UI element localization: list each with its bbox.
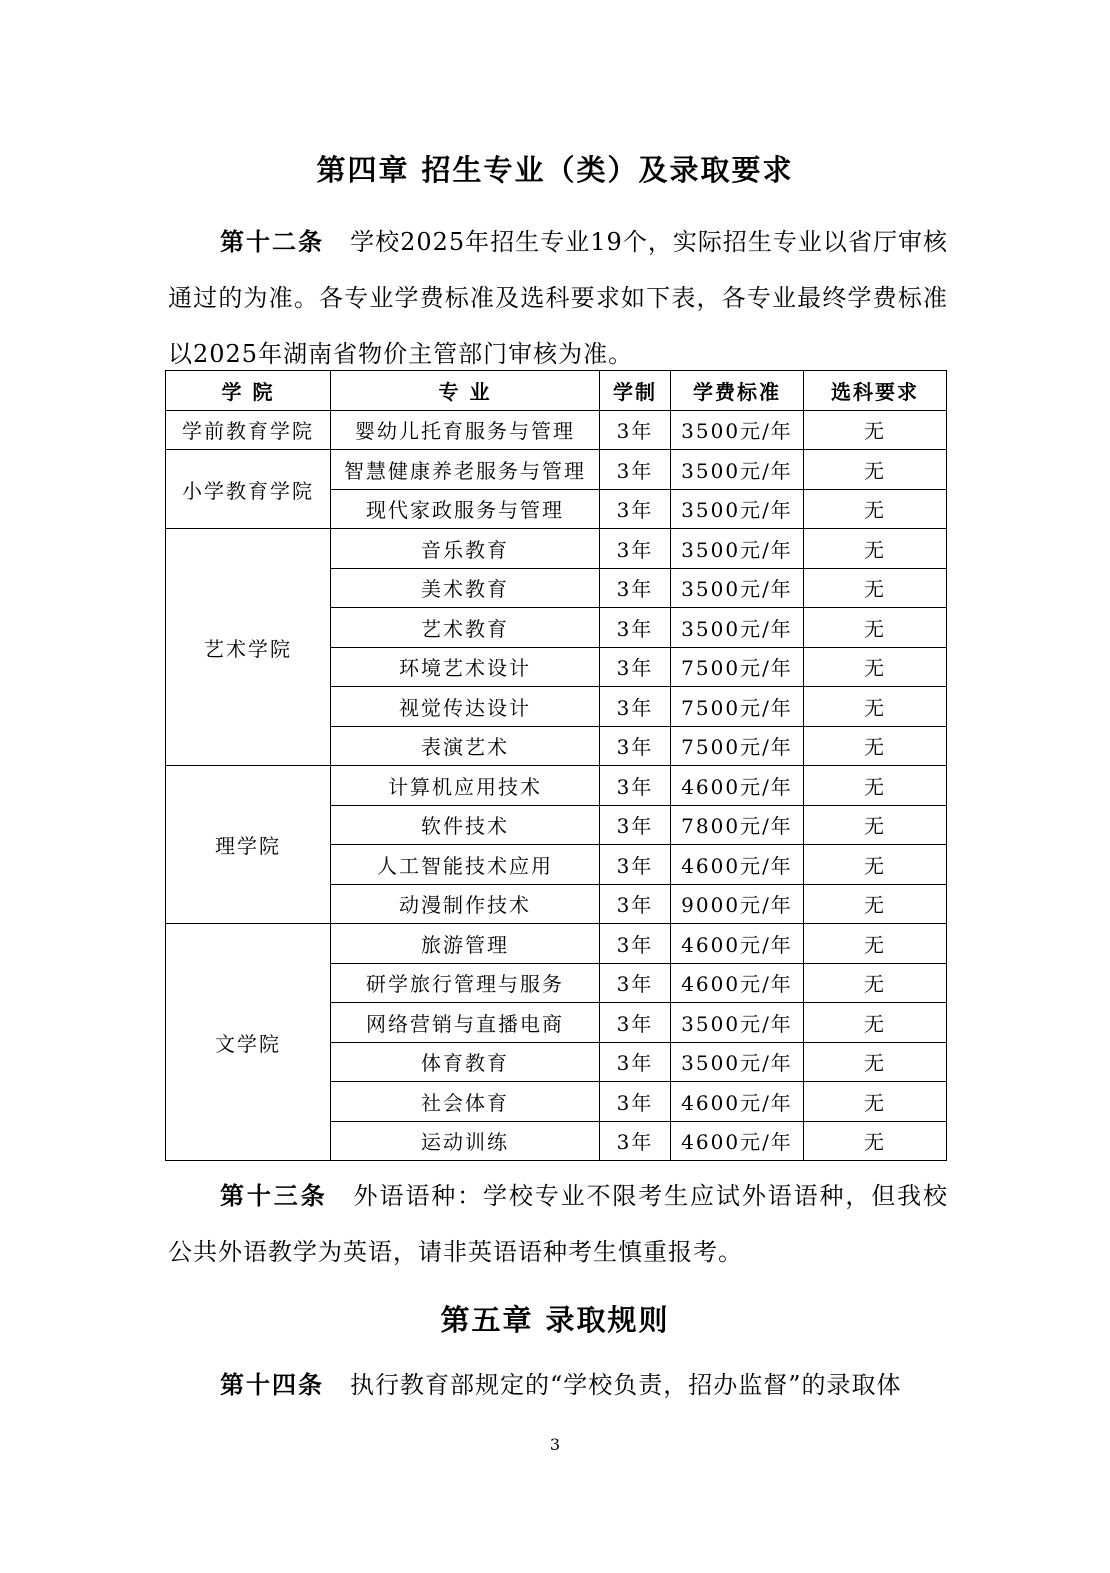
table-row <box>166 410 947 450</box>
duration-cell: 3年 <box>600 608 671 648</box>
college-cell: 文学院 <box>166 924 331 1161</box>
duration-cell: 3年 <box>600 568 671 608</box>
table-row <box>166 450 947 490</box>
article-12-text: 学校2025年招生专业19个，实际招生专业以省厅审核通过的为准。各专业学费标准及选科要求如下表，各专业最终学费标准以2025年湖南省物价主管部门审核为准。 <box>168 228 948 368</box>
major-cell: 动漫制作技术 <box>331 884 600 924</box>
fee-cell: 4600元/年 <box>671 766 804 806</box>
major-cell: 计算机应用技术 <box>331 766 600 806</box>
college-cell: 理学院 <box>166 766 331 924</box>
major-cell: 软件技术 <box>331 805 600 845</box>
major-cell: 现代家政服务与管理 <box>331 489 600 529</box>
duration-cell: 3年 <box>600 489 671 529</box>
major-cell: 体育教育 <box>331 1042 600 1082</box>
fee-cell: 3500元/年 <box>671 529 804 569</box>
duration-cell: 3年 <box>600 1121 671 1161</box>
duration-cell: 3年 <box>600 726 671 766</box>
subject-requirement-cell: 无 <box>804 410 947 450</box>
duration-cell: 3年 <box>600 963 671 1003</box>
fee-cell: 3500元/年 <box>671 450 804 490</box>
header-subject-requirement: 选科要求 <box>804 371 947 411</box>
subject-requirement-cell: 无 <box>804 884 947 924</box>
table-row <box>166 766 947 806</box>
article-13 <box>168 1168 948 1280</box>
article-13-text: 外语语种：学校专业不限考生应试外语语种，但我校公共外语教学为英语，请非英语语种考生慎重报考。 <box>168 1182 949 1266</box>
article-14-text: 执行教育部规定的“学校负责，招办监督”的录取体 <box>350 1371 902 1399</box>
subject-requirement-cell: 无 <box>804 687 947 727</box>
table-header-row <box>166 371 947 411</box>
college-cell: 小学教育学院 <box>166 450 331 529</box>
major-cell: 视觉传达设计 <box>331 687 600 727</box>
major-cell: 运动训练 <box>331 1121 600 1161</box>
fee-cell: 3500元/年 <box>671 568 804 608</box>
duration-cell: 3年 <box>600 410 671 450</box>
major-cell: 智慧健康养老服务与管理 <box>331 450 600 490</box>
article-14 <box>168 1357 948 1413</box>
fee-cell: 3500元/年 <box>671 608 804 648</box>
subject-requirement-cell: 无 <box>804 805 947 845</box>
fee-cell: 7800元/年 <box>671 805 804 845</box>
duration-cell: 3年 <box>600 647 671 687</box>
subject-requirement-cell: 无 <box>804 963 947 1003</box>
article-13-label: 第十三条 <box>220 1182 328 1210</box>
article-14-label: 第十四条 <box>220 1371 324 1399</box>
header-college: 学 院 <box>166 371 331 411</box>
page-number: 3 <box>549 1435 561 1454</box>
header-duration: 学制 <box>600 371 671 411</box>
duration-cell: 3年 <box>600 687 671 727</box>
major-cell: 人工智能技术应用 <box>331 845 600 885</box>
chapter-5-title: 第五章 录取规则 <box>440 1303 670 1337</box>
subject-requirement-cell: 无 <box>804 726 947 766</box>
header-fee: 学费标准 <box>671 371 804 411</box>
duration-cell: 3年 <box>600 845 671 885</box>
fee-cell: 4600元/年 <box>671 1121 804 1161</box>
subject-requirement-cell: 无 <box>804 647 947 687</box>
college-cell: 学前教育学院 <box>166 410 331 450</box>
major-cell: 美术教育 <box>331 568 600 608</box>
duration-cell: 3年 <box>600 1042 671 1082</box>
chapter-4-title: 第四章 招生专业（类）及录取要求 <box>316 153 794 187</box>
fee-cell: 4600元/年 <box>671 1082 804 1122</box>
duration-cell: 3年 <box>600 450 671 490</box>
major-fee-table <box>165 370 947 1161</box>
subject-requirement-cell: 无 <box>804 924 947 964</box>
table-body <box>166 410 947 1161</box>
subject-requirement-cell: 无 <box>804 568 947 608</box>
duration-cell: 3年 <box>600 805 671 845</box>
fee-cell: 7500元/年 <box>671 647 804 687</box>
major-cell: 音乐教育 <box>331 529 600 569</box>
subject-requirement-cell: 无 <box>804 766 947 806</box>
major-cell: 网络营销与直播电商 <box>331 1003 600 1043</box>
subject-requirement-cell: 无 <box>804 1042 947 1082</box>
subject-requirement-cell: 无 <box>804 845 947 885</box>
duration-cell: 3年 <box>600 529 671 569</box>
fee-cell: 4600元/年 <box>671 963 804 1003</box>
major-cell: 环境艺术设计 <box>331 647 600 687</box>
fee-cell: 4600元/年 <box>671 845 804 885</box>
article-12 <box>168 214 948 382</box>
subject-requirement-cell: 无 <box>804 529 947 569</box>
fee-cell: 9000元/年 <box>671 884 804 924</box>
major-cell: 社会体育 <box>331 1082 600 1122</box>
header-major: 专 业 <box>331 371 600 411</box>
subject-requirement-cell: 无 <box>804 489 947 529</box>
duration-cell: 3年 <box>600 1082 671 1122</box>
fee-cell: 3500元/年 <box>671 410 804 450</box>
subject-requirement-cell: 无 <box>804 1082 947 1122</box>
fee-cell: 3500元/年 <box>671 1042 804 1082</box>
duration-cell: 3年 <box>600 884 671 924</box>
table-row <box>166 924 947 964</box>
college-cell: 艺术学院 <box>166 529 331 766</box>
major-cell: 婴幼儿托育服务与管理 <box>331 410 600 450</box>
duration-cell: 3年 <box>600 766 671 806</box>
fee-cell: 4600元/年 <box>671 924 804 964</box>
major-cell: 表演艺术 <box>331 726 600 766</box>
subject-requirement-cell: 无 <box>804 1121 947 1161</box>
duration-cell: 3年 <box>600 1003 671 1043</box>
subject-requirement-cell: 无 <box>804 450 947 490</box>
fee-cell: 7500元/年 <box>671 726 804 766</box>
subject-requirement-cell: 无 <box>804 608 947 648</box>
duration-cell: 3年 <box>600 924 671 964</box>
subject-requirement-cell: 无 <box>804 1003 947 1043</box>
fee-cell: 7500元/年 <box>671 687 804 727</box>
major-cell: 旅游管理 <box>331 924 600 964</box>
article-12-label: 第十二条 <box>220 228 325 256</box>
major-cell: 艺术教育 <box>331 608 600 648</box>
fee-cell: 3500元/年 <box>671 1003 804 1043</box>
table-row <box>166 529 947 569</box>
major-cell: 研学旅行管理与服务 <box>331 963 600 1003</box>
fee-cell: 3500元/年 <box>671 489 804 529</box>
